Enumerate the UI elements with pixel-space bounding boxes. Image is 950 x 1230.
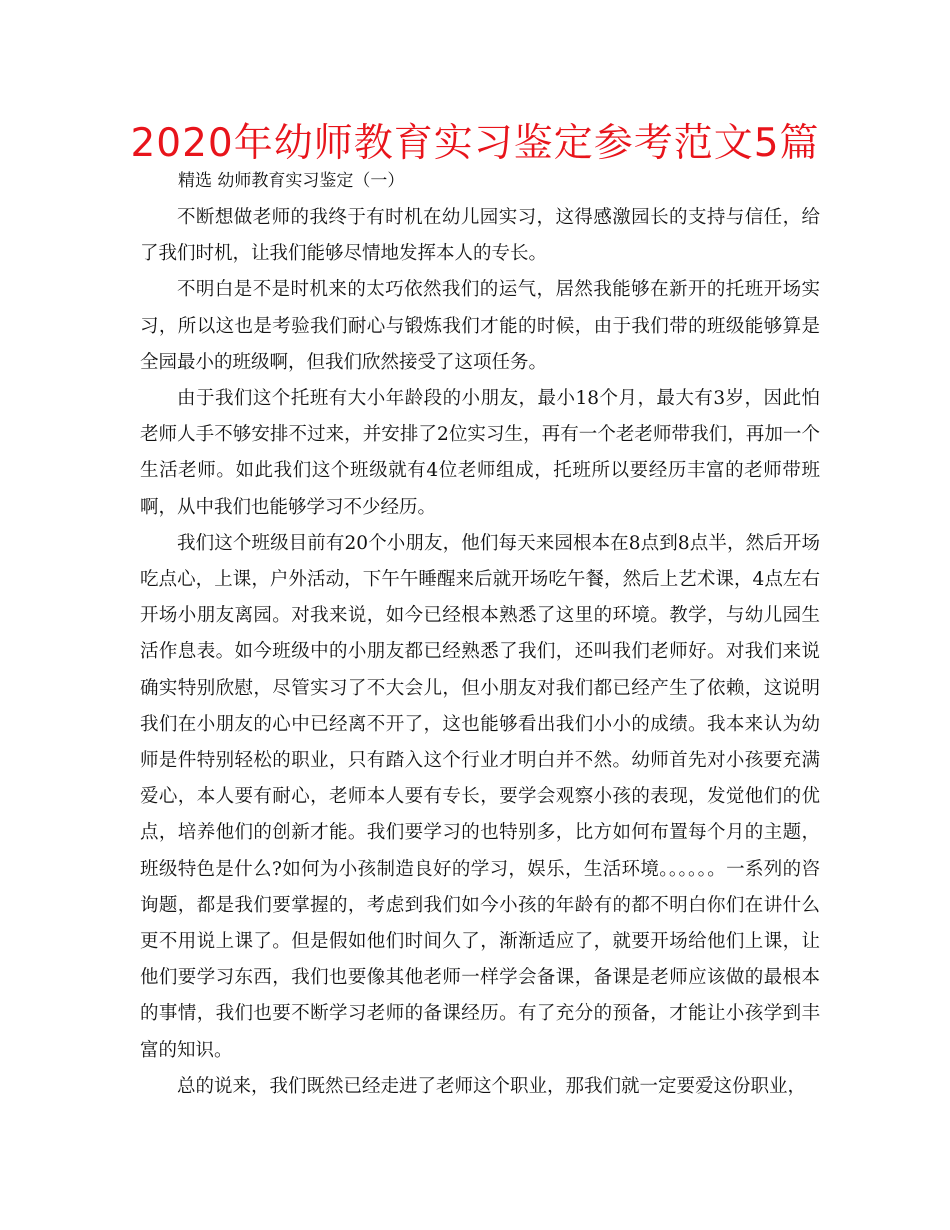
section-subtitle: 精选 幼师教育实习鉴定（一） [178, 171, 405, 191]
paragraph-4: 我们这个班级目前有20个小朋友，他们每天来园根本在8点到8点半，然后开场吃点心，上课，户外活动，下午午睡醒来后就开场吃午餐，然后上艺术课，4点左右开场小朋友离园。对我来说，如今已经根本熟悉了这里的环境。教学，与幼儿园生活作息表。如今班级中的小朋友都已经熟悉了我们，还叫我们老师好。对我们来说确实特别欣慰，尽管实习了不大会儿，但小朋友对我们都已经产生了依赖，这说明我们在小朋友的心中已经离不开了，这也能够看出我们小小的成绩。我本来认为幼师是件特别轻松的职业，只有踏入这个行业才明白并不然。幼师首先对小孩要充满爱心，本人要有耐心，老师本人要有专长，要学会观察小孩的表现，发觉他们的优点，培养他们的创新才能。我们要学习的也特别多，比方如何布置每个月的主题，班级特色是什么?如何为小孩制造良好的学习，娱乐，生活环境。。。。。。一系列的咨询题，都是我们要掌握的，考虑到我们如今小孩的年龄有的都不明白你们在讲什么更不用说上课了。但是假如他们时间久了，渐渐适应了，就要开场给他们上课，让他们要学习东西，我们也要像其他老师一样学会备课，备课是老师应该做的最根本的事情，我们也要不断学习老师的备课经历。有了充分的预备，才能让小孩学到丰富的知识。 [140, 532, 821, 1061]
document-body [140, 200, 820, 1105]
paragraph-2: 不明白是不是时机来的太巧依然我们的运气，居然我能够在新开的托班开场实习，所以这也是考验我们耐心与锻炼我们才能的时候，由于我们带的班级能够算是全园最小的班级啊，但我们欣然接受了这项任务。 [140, 279, 820, 373]
document-title: 2020年幼师教育实习鉴定参考范文5篇 [130, 121, 820, 166]
paragraph-1: 不断想做老师的我终于有时机在幼儿园实习，这得感激园长的支持与信任，给了我们时机，让我们能够尽情地发挥本人的专长。 [140, 207, 820, 265]
paragraph-3: 由于我们这个托班有大小年龄段的小朋友，最小18个月，最大有3岁，因此怕老师人手不够安排不过来，并安排了2位实习生，再有一个老老师带我们，再加一个生活老师。如此我们这个班级就有4位老师组成，托班所以要经历丰富的老师带班啊，从中我们也能够学习不少经历。 [140, 388, 820, 518]
paragraph-5: 总的说来，我们既然已经走进了老师这个职业，那我们就一定要爱这份职业， [177, 1075, 807, 1097]
